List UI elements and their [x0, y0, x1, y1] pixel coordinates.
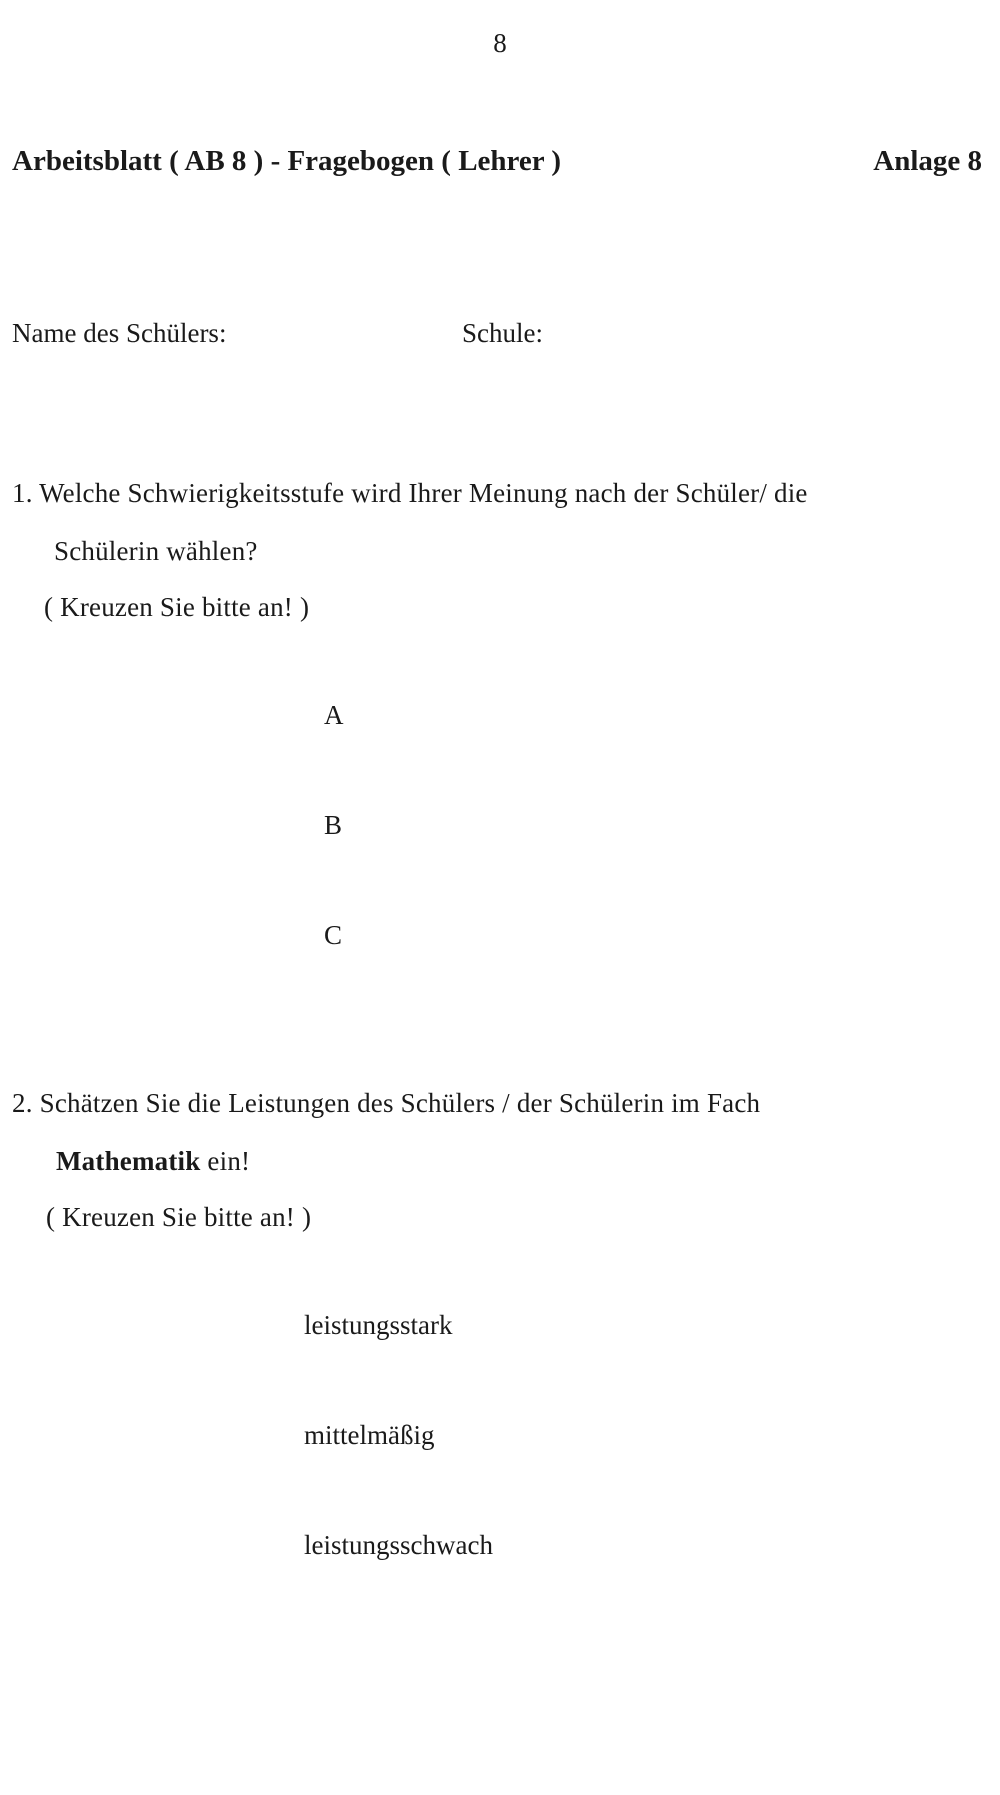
option-leistungsstark: leistungsstark — [304, 1310, 453, 1340]
option-mittelmaessig: mittelmäßig — [304, 1420, 435, 1450]
option-a: A — [324, 700, 344, 730]
question-2-line-2 — [56, 1146, 250, 1177]
option-b: B — [324, 810, 343, 840]
question-2-instruction: ( Kreuzen Sie bitte an! ) — [46, 1202, 312, 1232]
student-name-label: Name des Schülers: — [12, 318, 227, 348]
question-2-line-2-rest: ein! — [200, 1146, 251, 1176]
subject-mathematik: Mathematik — [56, 1146, 201, 1176]
annex-label: Anlage 8 — [873, 145, 982, 177]
page-number: 8 — [493, 28, 507, 58]
question-2-line-1: 2. Schätzen Sie die Leistungen des Schülers / der Schülerin im Fach — [12, 1088, 761, 1118]
question-1-line-2: Schülerin wählen? — [54, 536, 258, 566]
question-1-instruction: ( Kreuzen Sie bitte an! ) — [44, 592, 310, 622]
worksheet-title: Arbeitsblatt ( AB 8 ) - Fragebogen ( Lehrer ) — [12, 145, 562, 177]
question-1-line-1: 1. Welche Schwierigkeitsstufe wird Ihrer Meinung nach der Schüler/ die — [12, 478, 808, 508]
option-c: C — [324, 920, 343, 950]
option-leistungsschwach: leistungsschwach — [304, 1530, 493, 1560]
school-label: Schule: — [462, 318, 543, 348]
